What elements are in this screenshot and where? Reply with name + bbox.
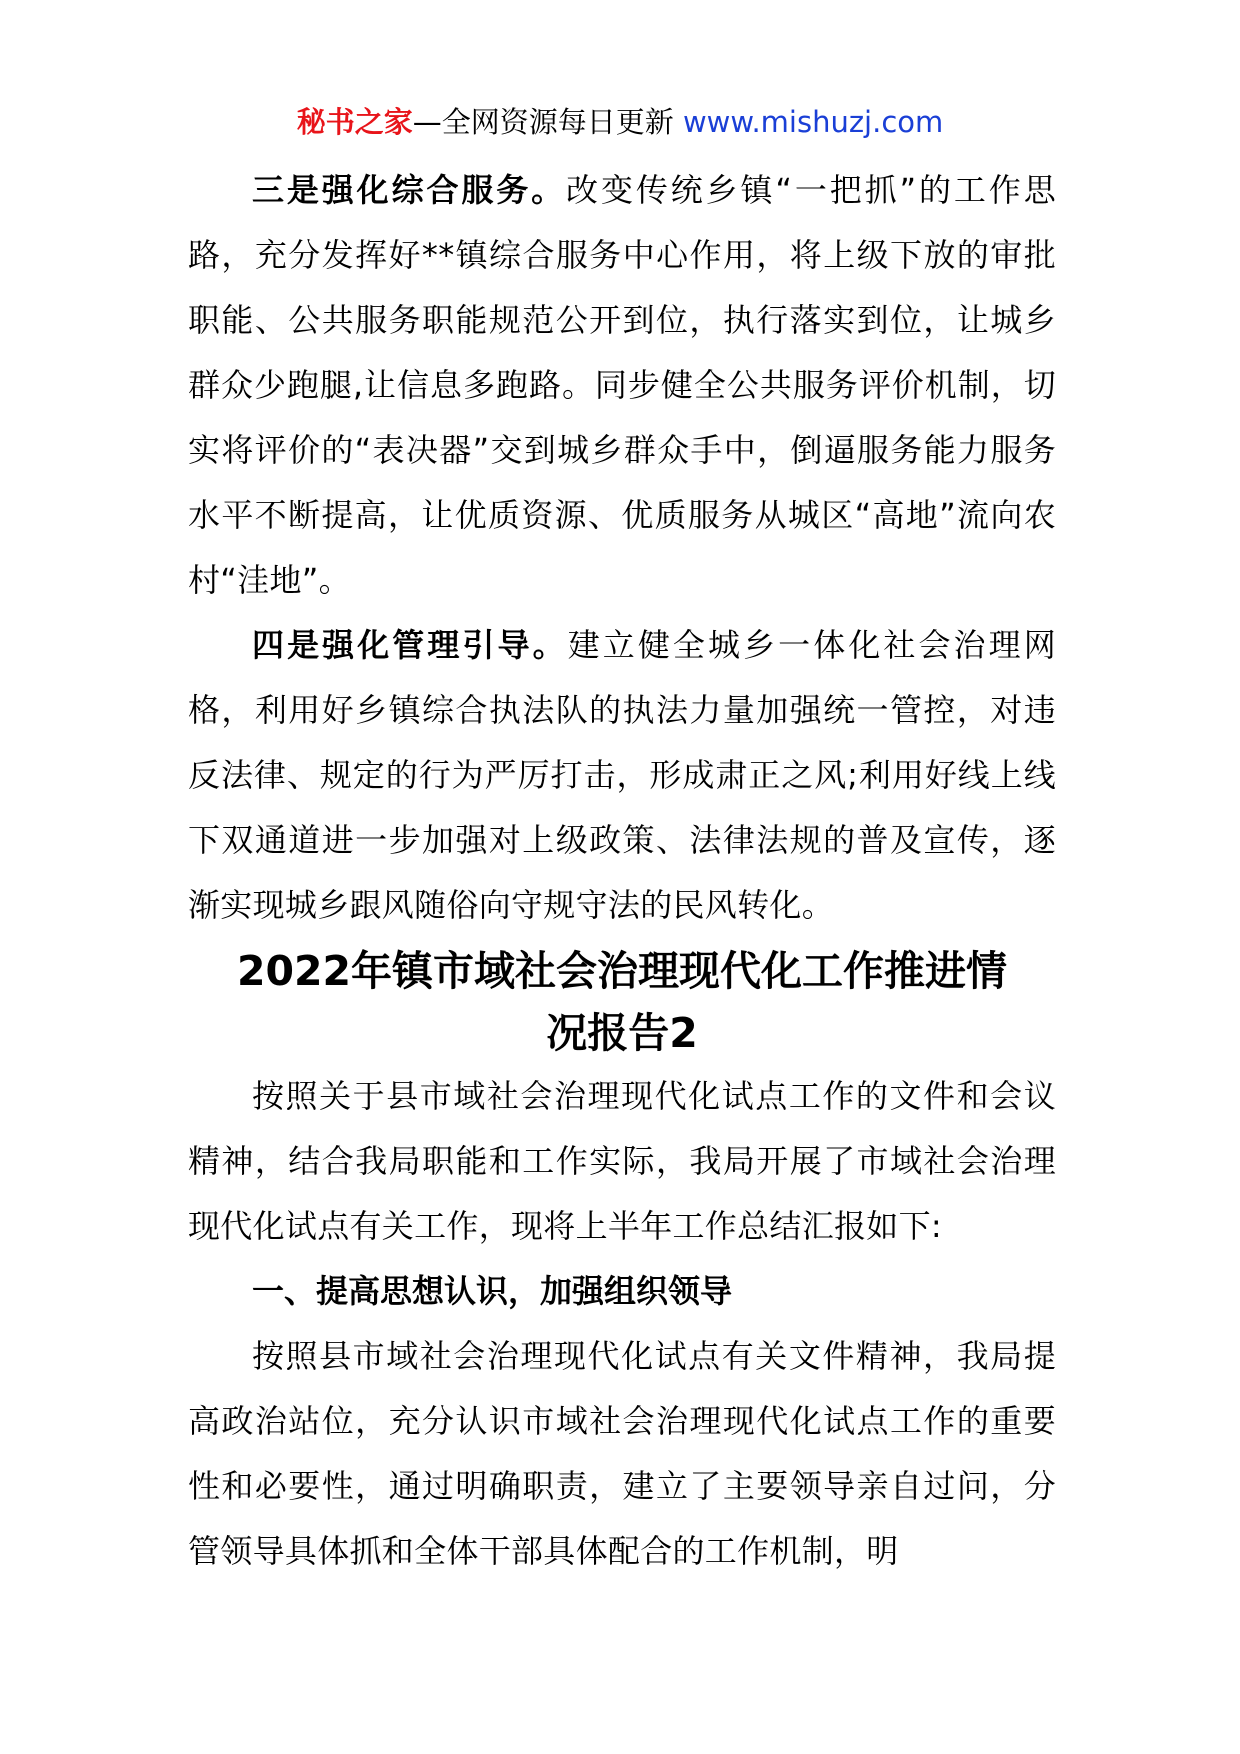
paragraph-management-guidance <box>188 613 1056 938</box>
site-url-link[interactable]: www.mishuzj.com <box>682 105 944 139</box>
document-title-line-1: 2022年镇市域社会治理现代化工作推进情 <box>236 947 1008 995</box>
paragraph-section-1: 按照县市域社会治理现代化试点有关文件精神，我局提高政治站位，充分认识市域社会治理现代化试点工作的重要性和必要性，通过明确职责，建立了主要领导亲自过问，分管领导具体抓和全体干部具体配合的工作机制，明 <box>188 1337 1056 1570</box>
section-heading-1: 一、提高思想认识，加强组织领导 <box>252 1272 733 1310</box>
document-body <box>188 158 1056 1584</box>
document-title-line-2: 况报告2 <box>546 1009 698 1057</box>
document-title <box>188 938 1056 1064</box>
paragraph-comprehensive-service <box>188 158 1056 613</box>
paragraph-text: 改变传统乡镇“一把抓”的工作思路，充分发挥好**镇综合服务中心作用，将上级下放的审批职能、公共服务职能规范公开到位，执行落实到位，让城乡群众少跑腿,让信息多跑路。同步健全公共服务评价机制，切实将评价的“表决器”交到城乡群众手中，倒逼服务能力服务水平不断提高，让优质资源、优质服务从城区“高地”流向农村“洼地”。 <box>188 171 1056 599</box>
paragraph-text: 建立健全城乡一体化社会治理网格，利用好乡镇综合执法队的执法力量加强统一管控，对违反法律、规定的行为严厉打击，形成肃正之风;利用好线上线下双通道进一步加强对上级政策、法律法规的普及宣传，逐渐实现城乡跟风随俗向守规守法的民风转化。 <box>188 626 1057 924</box>
site-header <box>0 100 1240 144</box>
paragraph-intro: 按照关于县市域社会治理现代化试点工作的文件和会议精神，结合我局职能和工作实际，我局开展了市域社会治理现代化试点有关工作，现将上半年工作总结汇报如下: <box>188 1077 1056 1245</box>
paragraph-lead: 四是强化管理引导。 <box>252 626 568 664</box>
paragraph-lead: 三是强化综合服务。 <box>252 171 567 209</box>
site-slogan: —全网资源每日更新 <box>412 105 683 139</box>
site-name: 秘书之家 <box>296 105 413 139</box>
